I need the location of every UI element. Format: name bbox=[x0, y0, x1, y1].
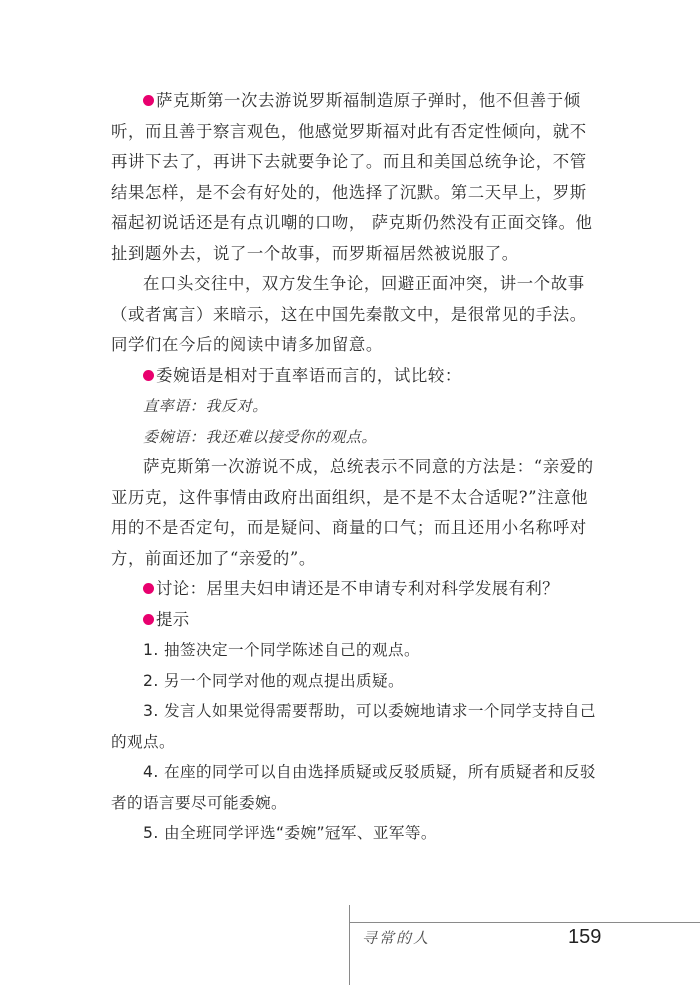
paragraph-3-text: 委婉语是相对于直率语而言的，试比较： bbox=[156, 365, 462, 385]
step-2: 2. 另一个同学对他的观点提出质疑。 bbox=[143, 671, 404, 690]
paragraph-2-text: 在口头交往中，双方发生争论，回避正面冲突，讲一个故事（或者寓言）来暗示，这在中国先秦散文中，是很常见的手法。同学们在今后的阅读中请多加留意。 bbox=[111, 274, 587, 354]
example-euphemistic bbox=[111, 422, 596, 453]
hint-heading-text: 提示 bbox=[156, 609, 190, 629]
paragraph-1 bbox=[111, 86, 596, 269]
footer-divider-horizontal bbox=[349, 922, 700, 923]
bullet-dot-icon bbox=[143, 95, 154, 106]
paragraph-1-text: 萨克斯第一次去游说罗斯福制造原子弹时，他不但善于倾听，而且善于察言观色，他感觉罗斯福对此有否定性倾向，就不再讲下去了，再讲下去就要争论了。而且和美国总统争论，不管结果怎样，是不会有好处的，他选择了沉默。第二天早上，罗斯福起初说话还是有点讥嘲的口吻， 萨克斯仍然没有正面交锋。他扯到题外去，说了一个故事，而罗斯福居然被说服了。 bbox=[111, 91, 593, 263]
paragraph-3 bbox=[111, 361, 596, 392]
discussion-text: 讨论：居里夫妇申请还是不申请专利对科学发展有利？ bbox=[156, 579, 559, 598]
bullet-dot-icon bbox=[143, 370, 154, 381]
bullet-dot-icon bbox=[143, 614, 154, 625]
bullet-dot-icon bbox=[143, 583, 154, 594]
footer-divider-vertical bbox=[349, 905, 350, 985]
page-number: 159 bbox=[568, 926, 602, 948]
discussion bbox=[111, 574, 596, 605]
step-3: 3. 发言人如果觉得需要帮助，可以委婉地请求一个同学支持自己的观点。 bbox=[111, 702, 596, 751]
step-5: 5. 由全班同学评选“委婉”冠军、亚军等。 bbox=[143, 824, 437, 842]
paragraph-4-text: 萨克斯第一次游说不成，总统表示不同意的方法是：“亲爱的亚历克，这件事情由政府出面组织，是不是不太合适呢?”注意他用的不是否定句，而是疑问、商量的口气；而且还用小名称呼对方，前面还加了“亲爱的”。 bbox=[111, 457, 594, 568]
paragraph-2 bbox=[111, 269, 596, 361]
page-content bbox=[111, 86, 596, 849]
example-direct-text: 直率语：我反对。 bbox=[143, 397, 268, 415]
example-direct bbox=[111, 391, 596, 422]
footer-chapter-title: 寻常的人 bbox=[362, 929, 431, 947]
hint-heading bbox=[111, 605, 596, 636]
step-4: 4. 在座的同学可以自由选择质疑或反驳质疑，所有质疑者和反驳者的语言要尽可能委婉。 bbox=[111, 763, 596, 812]
example-euphemistic-text: 委婉语：我还难以接受你的观点。 bbox=[143, 427, 378, 446]
paragraph-4 bbox=[111, 452, 596, 574]
step-1: 1. 抽签决定一个同学陈述自己的观点。 bbox=[143, 641, 420, 659]
